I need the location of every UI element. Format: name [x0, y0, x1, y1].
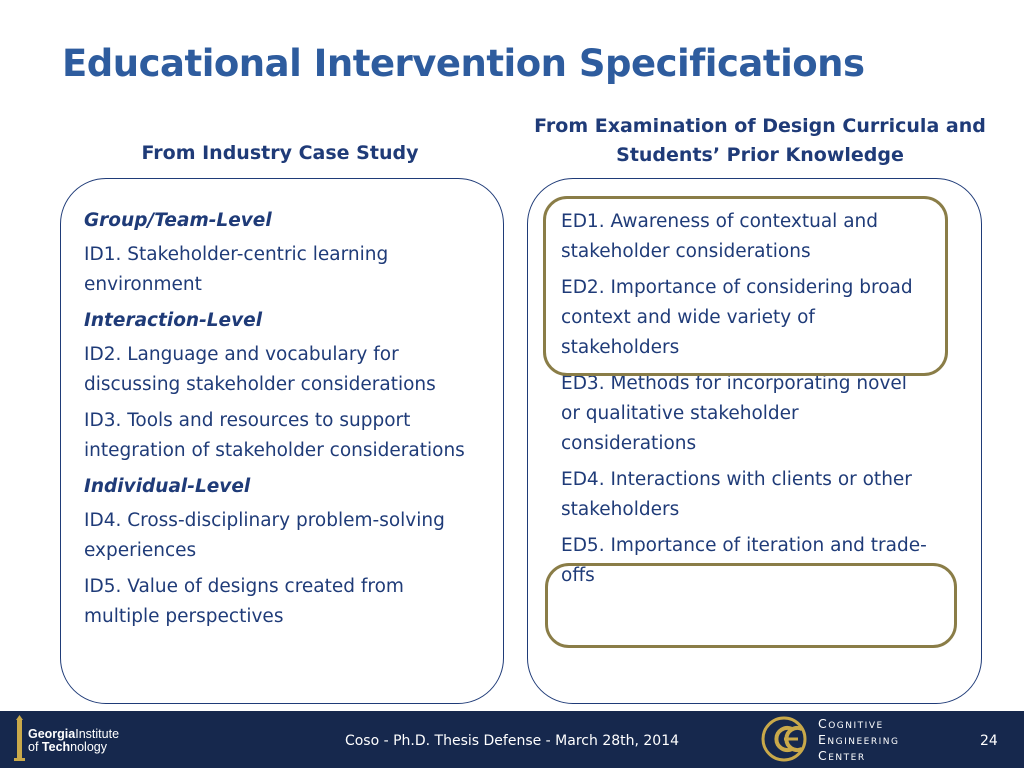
cec-line2: Engineering: [818, 732, 900, 747]
right-column-heading: From Examination of Design Curricula and Students’ Prior Knowledge: [534, 115, 986, 166]
list-item-id4: ID4. Cross-disciplinary problem-solving experiences: [84, 510, 445, 561]
list-item-id2: ID2. Language and vocabulary for discussing stakeholder considerations: [84, 344, 436, 395]
list-item-id3: ID3. Tools and resources to support integration of stakeholder considerations: [84, 410, 465, 461]
cec-logo-icon: [758, 714, 822, 764]
list-item-ed2: ED2. Importance of considering broad context and wide variety of stakeholders: [561, 277, 913, 358]
cec-wordmark: [818, 716, 899, 764]
gt-wordmark-line1: GeorgiaInstitute: [28, 727, 120, 741]
cec-line1: Cognitive: [818, 716, 884, 731]
page-number: 24: [980, 733, 998, 749]
individual-level-heading: Individual-Level: [84, 476, 251, 497]
list-item-ed5: ED5. Importance of iteration and trade-offs: [561, 535, 927, 586]
list-item-id5: ID5. Value of designs created from multiple perspectives: [84, 576, 404, 627]
industry-interventions-list: [84, 206, 484, 638]
group-team-level-heading: Group/Team-Level: [84, 210, 272, 231]
gt-wordmark-line2: of Technology: [28, 740, 107, 754]
list-item-ed3: ED3. Methods for incorporating novel or qualitative stakeholder considerations: [561, 373, 907, 454]
highlight-ed1-ed2: [543, 196, 948, 376]
footer-caption: Coso - Ph.D. Thesis Defense - March 28th, 2014: [344, 733, 680, 749]
list-item-id1: ID1. Stakeholder-centric learning environment: [84, 244, 389, 295]
slide-title: Educational Intervention Specifications: [62, 42, 865, 85]
list-item-ed1: ED1. Awareness of contextual and stakeholder considerations: [561, 211, 879, 262]
left-column-heading: From Industry Case Study: [141, 142, 419, 164]
highlight-ed5: [545, 563, 957, 648]
cec-line3: Center: [818, 748, 866, 763]
list-item-ed4: ED4. Interactions with clients or other stakeholders: [561, 469, 912, 520]
interaction-level-heading: Interaction-Level: [84, 310, 263, 331]
